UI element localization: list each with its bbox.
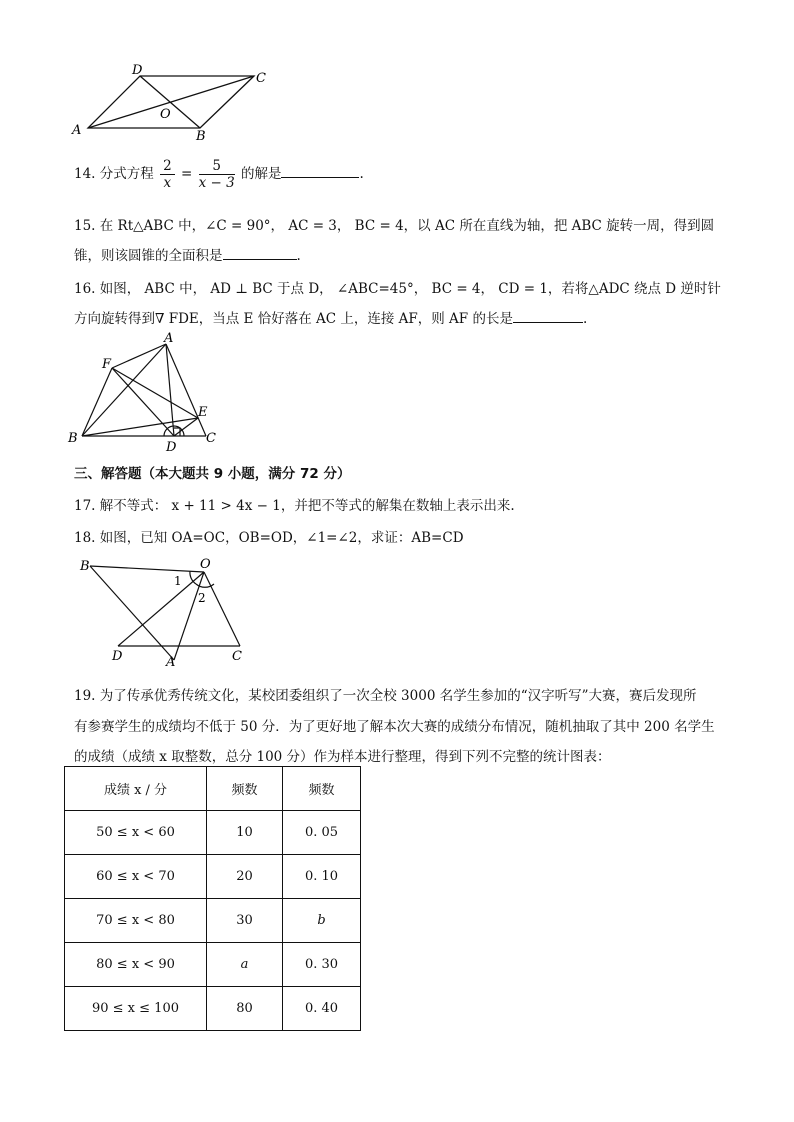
fig16-label-c: C xyxy=(206,431,216,446)
question-15-line-2 xyxy=(74,244,301,264)
q14-prefix: 14. 分式方程 xyxy=(74,166,154,182)
table-cell: 10 xyxy=(207,811,283,855)
fig18-label-a: A xyxy=(166,655,176,669)
fig18-label-1: 1 xyxy=(174,574,182,588)
label-c: C xyxy=(256,71,266,86)
table-cell: 80 xyxy=(207,987,283,1031)
q14-f2-den: x − 3 xyxy=(198,175,235,191)
question-16-line-2 xyxy=(74,307,587,327)
table-cell: 20 xyxy=(207,855,283,899)
q15-end: . xyxy=(296,248,301,264)
fig16-label-b: B xyxy=(68,431,78,446)
fig18-label-2: 2 xyxy=(198,591,206,605)
q14-fraction-1 xyxy=(160,158,175,191)
question-14 xyxy=(74,158,364,191)
label-d: D xyxy=(132,63,143,78)
q14-fraction-2 xyxy=(199,158,235,191)
table-row xyxy=(65,987,361,1031)
table-cell: 90 ≤ x ≤ 100 xyxy=(65,987,207,1031)
q14-eq: = xyxy=(180,166,193,182)
q16-line2-prefix: 方向旋转得到∇ FDE，当点 E 恰好落在 AC 上，连接 AF，则 AF 的长是 xyxy=(74,311,513,327)
figure-rotation-triangle xyxy=(66,330,226,455)
diagonal-ac xyxy=(88,76,254,128)
question-19-line-3: 的成绩（成绩 x 取整数，总分 100 分）作为样本进行整理，得到下列不完整的统计图表： xyxy=(74,749,611,765)
table-row xyxy=(65,811,361,855)
table-cell: 0. 10 xyxy=(283,855,361,899)
table-cell: 50 ≤ x < 60 xyxy=(65,811,207,855)
table-cell: 0. 30 xyxy=(283,943,361,987)
table-cell: 0. 05 xyxy=(283,811,361,855)
table-cell: 60 ≤ x < 70 xyxy=(65,855,207,899)
fig16-label-e: E xyxy=(198,405,208,420)
table-cell: b xyxy=(283,899,361,943)
figure-parallelogram xyxy=(70,60,280,145)
label-o: O xyxy=(160,107,171,122)
table-cell: 30 xyxy=(207,899,283,943)
question-15-line-1: 15. 在 Rt△ABC 中，∠C = 90°， AC = 3， BC = 4，以 AC 所在直线为轴，把 ABC 旋转一周，得到圆 xyxy=(74,218,715,234)
question-17: 17. 解不等式： x + 11 > 4x − 1，并把不等式的解集在数轴上表示出来. xyxy=(74,498,515,514)
table-row xyxy=(65,943,361,987)
q16-end: . xyxy=(582,311,588,327)
header-count: 频数 xyxy=(207,767,283,811)
fig18-label-c: C xyxy=(232,649,242,664)
q14-f2-num: 5 xyxy=(199,158,235,175)
header-score: 成绩 x / 分 xyxy=(65,767,207,811)
table-header-row xyxy=(65,767,361,811)
q14-end: . xyxy=(359,166,364,182)
header-frequency: 频数 xyxy=(283,767,361,811)
fig18-label-d: D xyxy=(112,649,123,664)
q15-answer-blank[interactable] xyxy=(223,258,297,260)
table-cell: 70 ≤ x < 80 xyxy=(65,899,207,943)
q15-line2-prefix: 锥，则该圆锥的全面积是 xyxy=(74,248,223,264)
q14-suffix: 的解是 xyxy=(240,166,282,182)
table-cell: 80 ≤ x < 90 xyxy=(65,943,207,987)
q14-f1-num: 2 xyxy=(160,158,175,175)
fig16-label-d: D xyxy=(166,440,177,455)
figure-congruent-triangles xyxy=(78,554,253,669)
fig18-label-b: B xyxy=(80,559,90,574)
fig18-label-o: O xyxy=(200,557,211,572)
q16-answer-blank[interactable] xyxy=(513,321,583,323)
fig16-label-f: F xyxy=(102,357,112,372)
table-row xyxy=(65,899,361,943)
label-a: A xyxy=(72,123,82,138)
question-16-line-1: 16. 如图， ABC 中， AD ⊥ BC 于点 D， ∠ABC=45°， BC = 4， CD = 1，若将△ADC 绕点 D 逆时针 xyxy=(74,281,721,297)
table-cell: a xyxy=(207,943,283,987)
q14-answer-blank[interactable] xyxy=(281,176,359,178)
section-3-title: 三、解答题（本大题共 9 小题，满分 72 分） xyxy=(74,466,351,482)
q14-f1-den: x xyxy=(163,175,172,191)
question-18: 18. 如图，已知 OA=OC，OB=OD，∠1=∠2，求证：AB=CD xyxy=(74,530,464,546)
table-cell: 0. 40 xyxy=(283,987,361,1031)
fig16-label-a: A xyxy=(164,331,174,346)
question-19-line-2: 有参赛学生的成绩均不低于 50 分．为了更好地了解本次大赛的成绩分布情况，随机抽取了其中 200 名学生 xyxy=(74,719,715,735)
question-19-line-1: 19. 为了传承优秀传统文化，某校团委组织了一次全校 3000 名学生参加的“汉字听写”大赛，赛后发现所 xyxy=(74,688,697,704)
label-b: B xyxy=(196,129,206,144)
score-frequency-table xyxy=(64,766,361,1031)
table-row xyxy=(65,855,361,899)
